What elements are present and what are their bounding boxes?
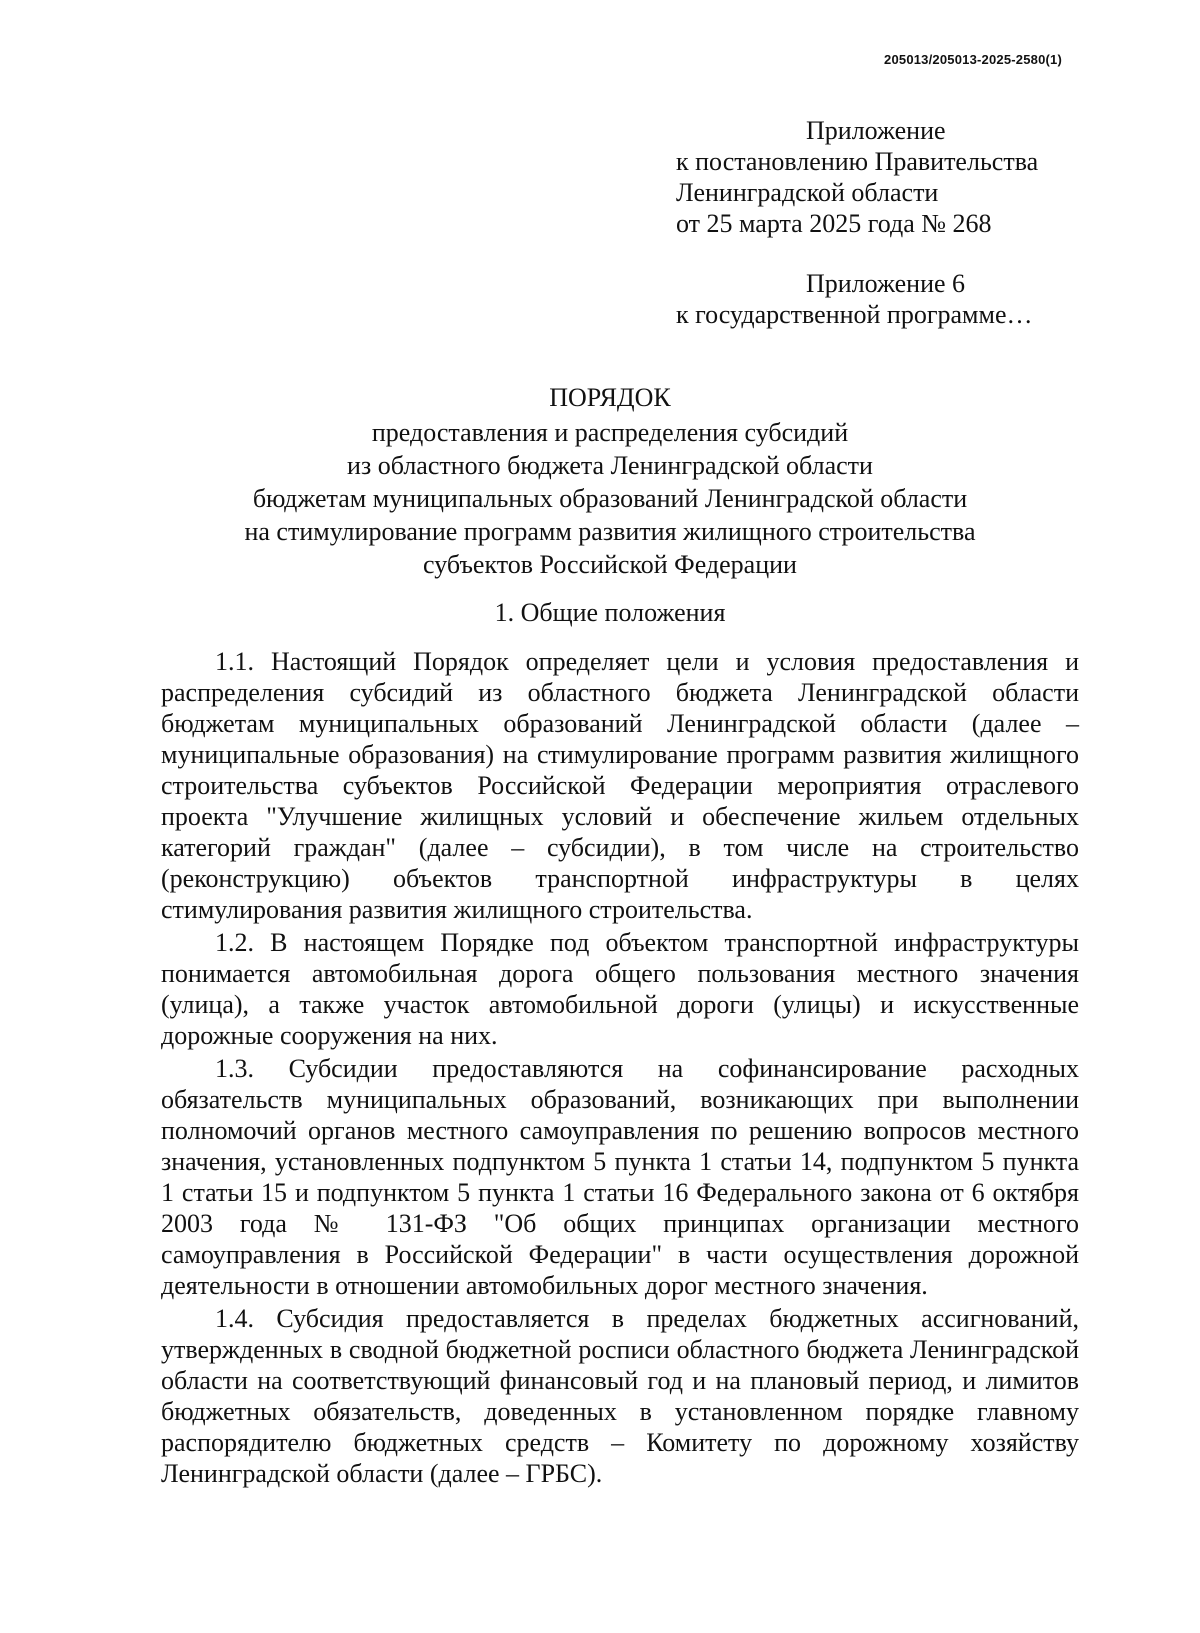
title-line-1: предоставления и распределения субсидий: [371, 418, 849, 447]
document-id: 205013/205013-2025-2580(1): [884, 52, 1062, 67]
appendix-header-1: [676, 115, 1146, 239]
title-line-2: из областного бюджета Ленинградской области: [347, 451, 873, 480]
title-line-4: на стимулирование программ развития жилищного строительства: [244, 517, 976, 546]
title-heading: ПОРЯДОК: [549, 383, 671, 412]
appendix-1-line2: к постановлению Правительства: [676, 147, 1039, 176]
appendix-1-title: Приложение: [806, 116, 946, 145]
document-title: [150, 381, 1070, 581]
appendix-1-line4: от 25 марта 2025 года № 268: [676, 209, 992, 238]
appendix-1-line3: Ленинградской области: [676, 178, 939, 207]
paragraph-1-4: 1.4. Субсидия предоставляется в пределах бюджетных ассигнований, утвержденных в сводной бюджетной росписи областного бюджета Ленинградской области на соответствующий финансовый год и на плановый период, и лимитов бюджетных обязательств, доведенных в установленном порядке главному распорядителю бюджетных средств – Комитету по дорожному хозяйству Ленинградской области (далее – ГРБС).: [161, 1304, 1079, 1488]
paragraph-1-1: 1.1. Настоящий Порядок определяет цели и условия предоставления и распределения субсидий из областного бюджета Ленинградской области бюджетам муниципальных образований Ленинградской области (далее – муниципальные образования) на стимулирование программ развития жилищного строительства субъектов Российской Федерации мероприятия отраслевого проекта "Улучшение жилищных условий и обеспечение жильем отдельных категорий граждан" (далее – субсидии), в том числе на строительство (реконструкцию) объектов транспортной инфраструктуры в целях стимулирования развития жилищного строительства.: [161, 647, 1079, 924]
paragraph-1-3: 1.3. Субсидии предоставляются на софинансирование расходных обязательств муниципальных образований, возникающих при выполнении полномочий органов местного самоуправления по решению вопросов местного значения, установленных подпунктом 5 пункта 1 статьи 14, подпунктом 5 пункта 1 статьи 15 и подпунктом 5 пункта 1 статьи 16 Федерального закона от 6 октября 2003 года № 131-ФЗ "Об общих принципах организации местного самоуправления в Российской Федерации" в части осуществления дорожной деятельности в отношении автомобильных дорог местного значения.: [161, 1054, 1079, 1300]
title-line-5: субъектов Российской Федерации: [423, 550, 797, 579]
section-1-body: [161, 646, 1079, 1491]
appendix-header-2: [676, 268, 1146, 330]
appendix-2-title: Приложение 6: [806, 269, 966, 298]
title-line-3: бюджетам муниципальных образований Ленинградской области: [252, 484, 968, 513]
section-1-title: 1. Общие положения: [494, 598, 726, 627]
paragraph-1-2: 1.2. В настоящем Порядке под объектом транспортной инфраструктуры понимается автомобильная дорога общего пользования местного значения (улица), а также участок автомобильной дороги (улицы) и искусственные дорожные сооружения на них.: [161, 928, 1079, 1050]
appendix-2-line2: к государственной программе…: [676, 300, 1033, 329]
